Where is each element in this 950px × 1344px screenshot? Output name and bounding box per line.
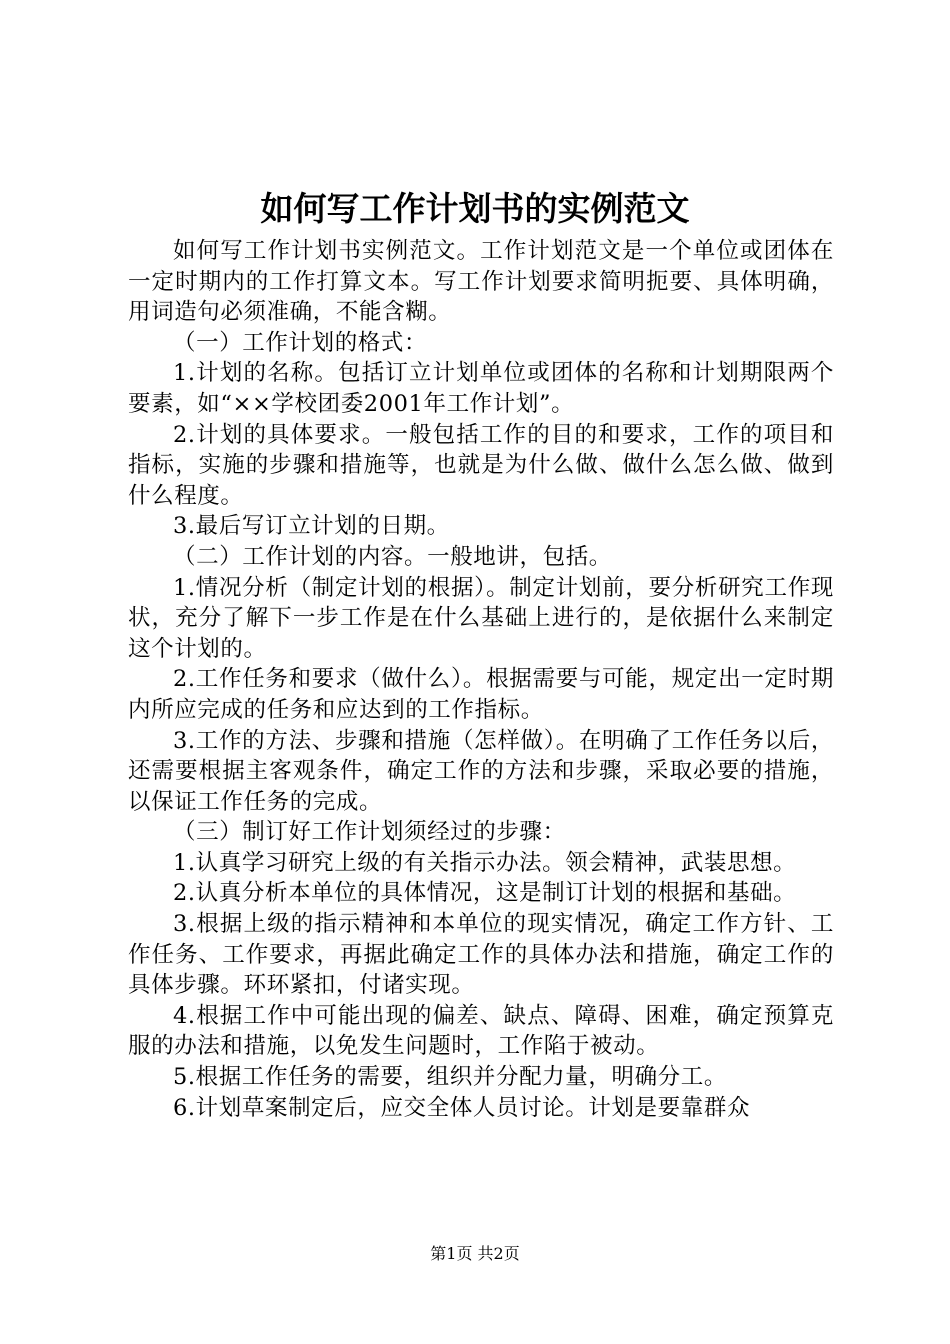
paragraph: 如何写工作计划书实例范文。工作计划范文是一个单位或团体在一定时期内的工作打算文本。写工作计划要求简明扼要、具体明确，用词造句必须准确，不能含糊。 xyxy=(128,238,834,326)
paragraph: 2.认真分析本单位的具体情况，这是制订计划的根据和基础。 xyxy=(173,880,797,907)
paragraph: 3.根据上级的指示精神和本单位的现实情况，确定工作方针、工作任务、工作要求，再据此确定工作的具体办法和措施，确定工作的具体步骤。环环紧扣，付诸实现。 xyxy=(128,911,834,999)
paragraph: 3.最后写订立计划的日期。 xyxy=(173,513,450,540)
section-heading: （三）制订好工作计划须经过的步骤： xyxy=(173,819,566,846)
paragraph: 2.计划的具体要求。一般包括工作的目的和要求，工作的项目和指标，实施的步骤和措施等，也就是为什么做、做什么怎么做、做到什么程度。 xyxy=(128,421,834,509)
document-body xyxy=(128,236,834,1123)
page-footer: 第1页 共2页 xyxy=(430,1244,520,1263)
paragraph: 4.根据工作中可能出现的偏差、缺点、障碍、困难，确定预算克服的办法和措施，以免发生问题时，工作陷于被动。 xyxy=(128,1002,834,1060)
section-heading: （一）工作计划的格式： xyxy=(173,329,428,356)
paragraph: 6.计划草案制定后，应交全体人员讨论。计划是要靠群众 xyxy=(173,1094,751,1121)
paragraph: 2.工作任务和要求（做什么）。根据需要与可能，规定出一定时期内所应完成的任务和应达到的工作指标。 xyxy=(128,666,834,723)
section-heading: （二）工作计划的内容。一般地讲，包括。 xyxy=(173,543,612,570)
paragraph: 1.情况分析（制定计划的根据）。制定计划前，要分析研究工作现状，充分了解下一步工作是在什么基础上进行的，是依据什么来制定这个计划的。 xyxy=(128,574,834,662)
paragraph: 3.工作的方法、步骤和措施（怎样做）。在明确了工作任务以后，还需要根据主客观条件，确定工作的方法和步骤，采取必要的措施，以保证工作任务的完成。 xyxy=(128,727,834,815)
paragraph: 1.认真学习研究上级的有关指示办法。领会精神，武装思想。 xyxy=(173,849,797,876)
paragraph: 1.计划的名称。包括订立计划单位或团体的名称和计划期限两个要素，如“××学校团委2001年工作计划”。 xyxy=(128,360,834,417)
document-title: 如何写工作计划书的实例范文 xyxy=(260,189,690,228)
paragraph: 5.根据工作任务的需要，组织并分配力量，明确分工。 xyxy=(173,1064,727,1091)
